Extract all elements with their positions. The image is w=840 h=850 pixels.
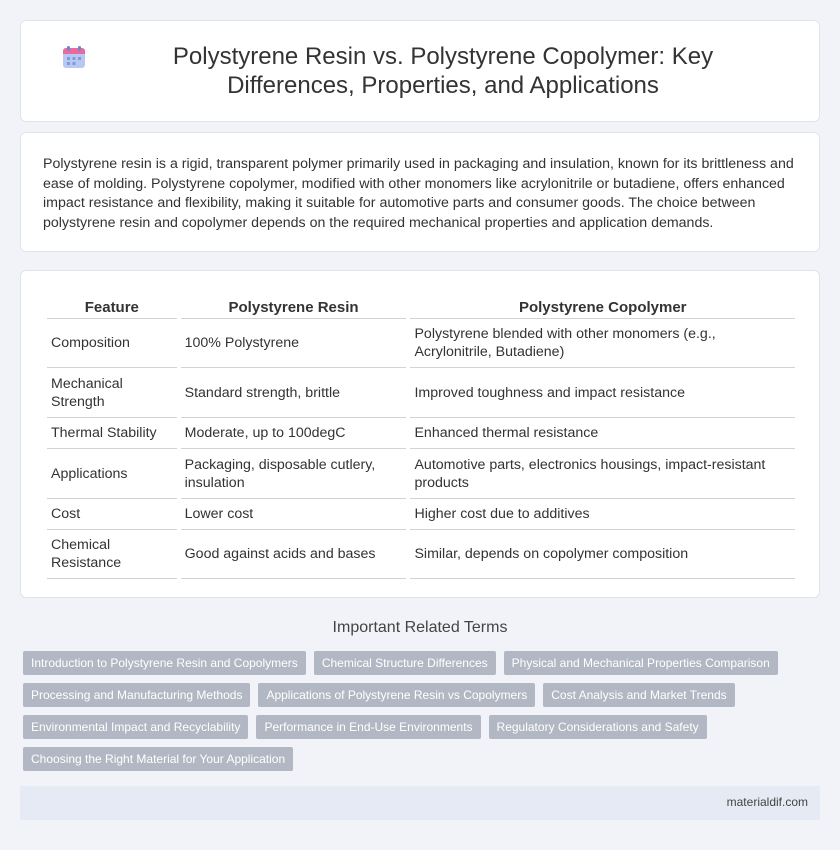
resin-cell: Good against acids and bases xyxy=(181,530,407,579)
feature-cell: Mechanical Strength xyxy=(47,368,177,418)
feature-cell: Applications xyxy=(47,449,177,499)
page-title: Polystyrene Resin vs. Polystyrene Copolymer: Key Differences, Properties, and Applications xyxy=(172,43,714,99)
copolymer-cell: Enhanced thermal resistance xyxy=(410,418,795,449)
related-term-tag[interactable]: Cost Analysis and Market Trends xyxy=(543,683,734,707)
resin-cell: Standard strength, brittle xyxy=(181,368,407,418)
related-term-tag[interactable]: Performance in End-Use Environments xyxy=(256,715,480,739)
table-row xyxy=(47,530,795,579)
column-header-feature: Feature xyxy=(47,295,177,319)
feature-cell: Cost xyxy=(47,499,177,530)
table-row xyxy=(47,368,795,418)
intro-paragraph: Polystyrene resin is a rigid, transparent polymer primarily used in packaging and insulation, known for its brittleness and ease of molding. Polystyrene copolymer, modified with other monomers like acrylonitrile or butadiene, offers enhanced impact resistance and flexibility, making it suitable for automotive parts and consumer goods. The choice between polystyrene resin and copolymer depends on the required mechanical properties and application demands. xyxy=(43,156,794,231)
comparison-table xyxy=(43,295,799,579)
feature-cell: Thermal Stability xyxy=(47,418,177,449)
table-row xyxy=(47,418,795,449)
related-term-tag[interactable]: Choosing the Right Material for Your Application xyxy=(23,747,293,771)
copolymer-cell: Higher cost due to additives xyxy=(410,499,795,530)
table-header-row xyxy=(47,295,795,319)
header-card xyxy=(20,20,820,122)
footer-bar xyxy=(20,786,820,820)
resin-cell: 100% Polystyrene xyxy=(181,319,407,368)
related-term-tag[interactable]: Chemical Structure Differences xyxy=(314,651,496,675)
intro-card xyxy=(20,132,820,252)
comparison-table-card xyxy=(20,270,820,598)
related-term-tag[interactable]: Introduction to Polystyrene Resin and Copolymers xyxy=(23,651,306,675)
calendar-icon xyxy=(61,44,87,70)
table-row xyxy=(47,499,795,530)
resin-cell: Lower cost xyxy=(181,499,407,530)
related-term-tag[interactable]: Regulatory Considerations and Safety xyxy=(489,715,707,739)
copolymer-cell: Polystyrene blended with other monomers (e.g., Acrylonitrile, Butadiene) xyxy=(410,319,795,368)
feature-cell: Chemical Resistance xyxy=(47,530,177,579)
resin-cell: Packaging, disposable cutlery, insulation xyxy=(181,449,407,499)
table-row xyxy=(47,319,795,368)
footer-site-name[interactable]: materialdif.com xyxy=(726,795,808,809)
related-term-tag[interactable]: Applications of Polystyrene Resin vs Copolymers xyxy=(258,683,535,707)
column-header-copolymer: Polystyrene Copolymer xyxy=(410,295,795,319)
copolymer-cell: Improved toughness and impact resistance xyxy=(410,368,795,418)
feature-cell: Composition xyxy=(47,319,177,368)
column-header-resin: Polystyrene Resin xyxy=(181,295,407,319)
related-terms-tags xyxy=(23,651,823,779)
related-term-tag[interactable]: Physical and Mechanical Properties Comparison xyxy=(504,651,778,675)
copolymer-cell: Automotive parts, electronics housings, impact-resistant products xyxy=(410,449,795,499)
resin-cell: Moderate, up to 100degC xyxy=(181,418,407,449)
related-term-tag[interactable]: Environmental Impact and Recyclability xyxy=(23,715,248,739)
related-terms-heading: Important Related Terms xyxy=(332,619,508,636)
title-wrap xyxy=(21,21,819,121)
related-term-tag[interactable]: Processing and Manufacturing Methods xyxy=(23,683,250,707)
table-row xyxy=(47,449,795,499)
copolymer-cell: Similar, depends on copolymer composition xyxy=(410,530,795,579)
